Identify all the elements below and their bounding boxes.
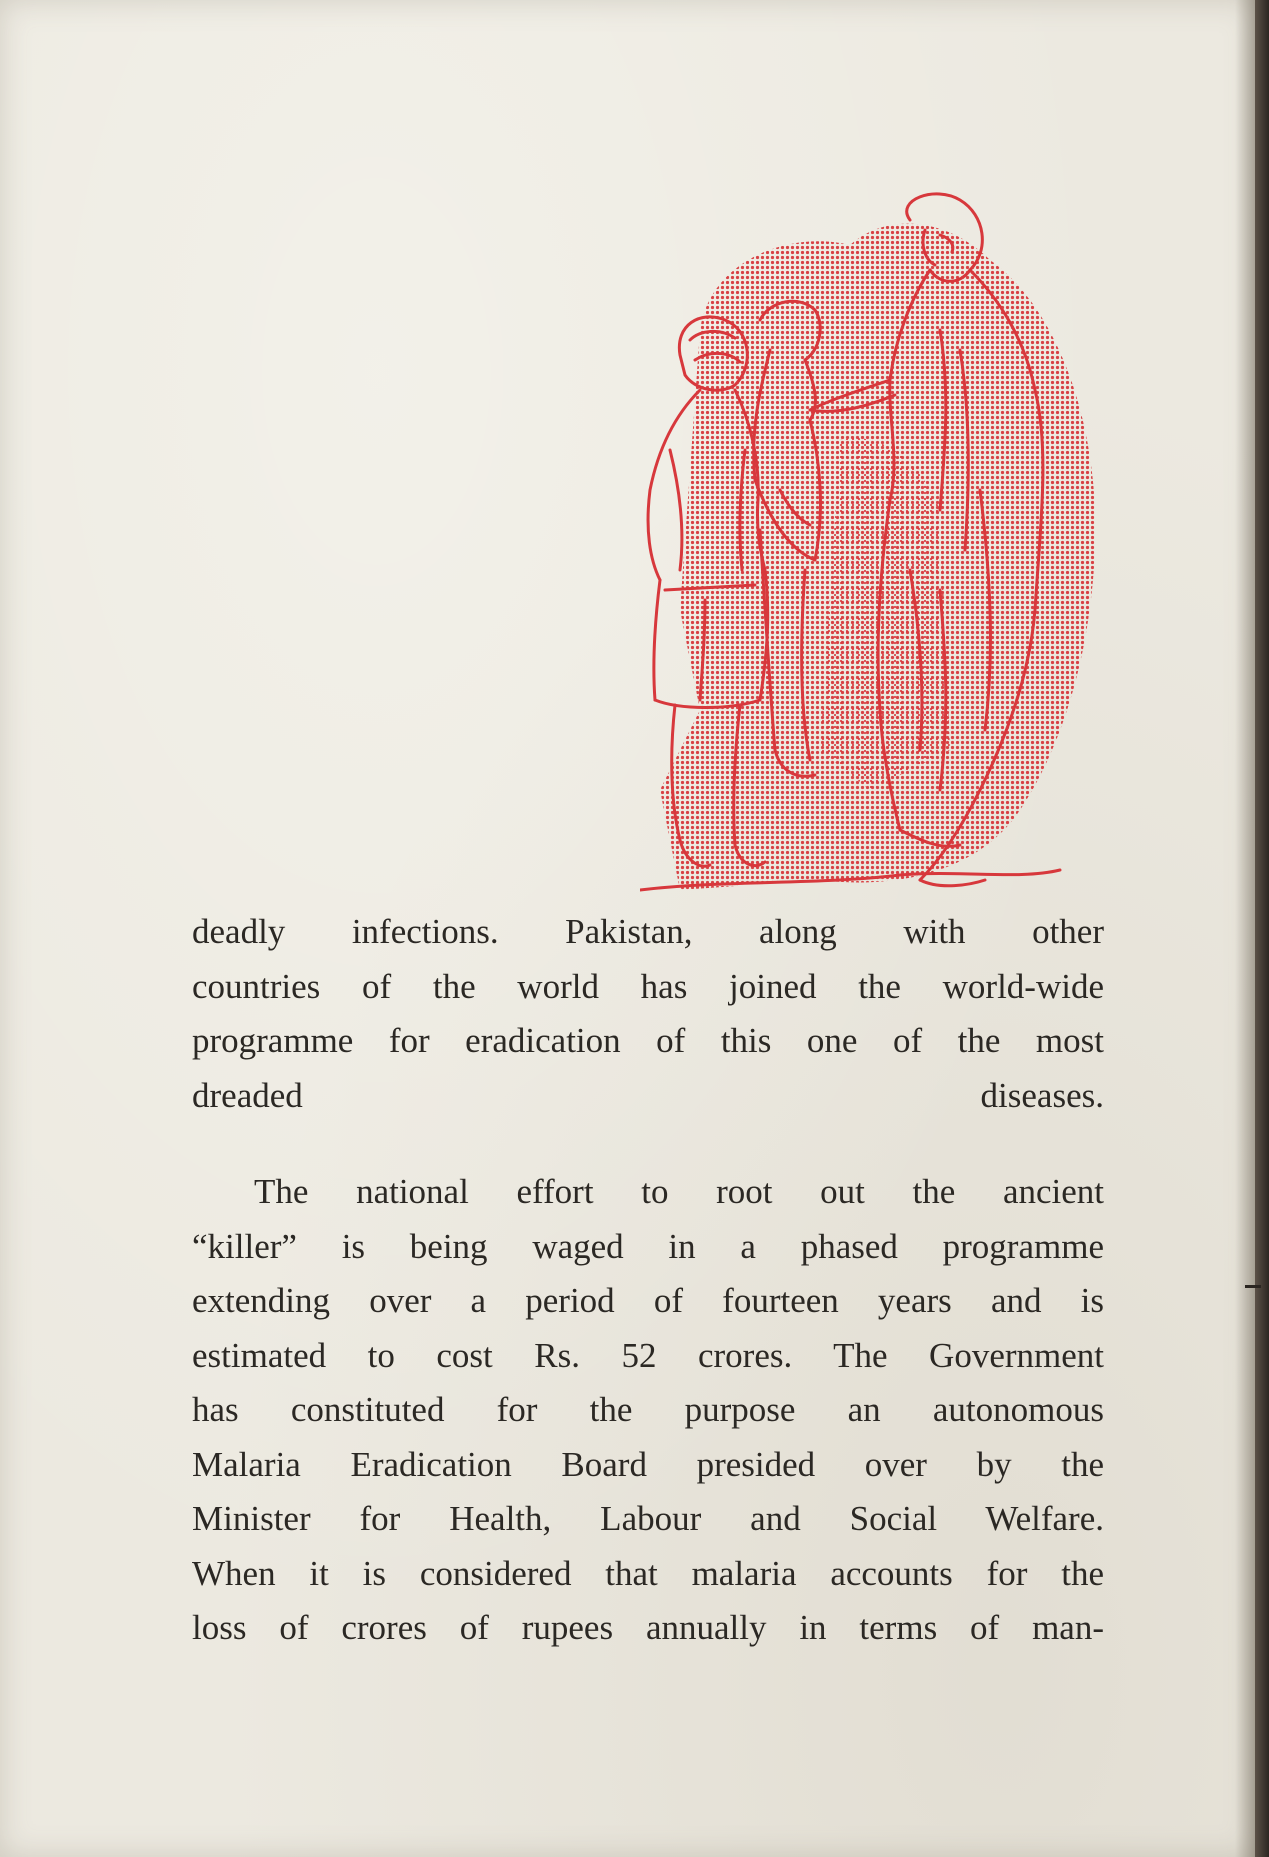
text-line: extending over a period of fourteen years and is xyxy=(192,1281,1104,1320)
fold-shadow xyxy=(1235,0,1255,1857)
text-line: Minister for Health, Labour and Social Welfare. xyxy=(192,1499,1104,1538)
page-edge xyxy=(1255,0,1269,1857)
text-line: The national effort to root out the ancient xyxy=(254,1172,1104,1211)
text-line: Malaria Eradication Board presided over by the xyxy=(192,1444,1104,1484)
text-line: programme for eradication of this one of the most xyxy=(192,1021,1104,1060)
text-line: estimated to cost Rs. 52 crores. The Government xyxy=(192,1335,1104,1375)
paragraph-1 xyxy=(192,905,1104,1123)
text-line: “killer” is being waged in a phased programme xyxy=(192,1226,1104,1266)
text-line: dreaded diseases. xyxy=(192,1075,1104,1115)
paragraph-spacer xyxy=(192,1123,1104,1165)
text-line: has constituted for the purpose an autonomous xyxy=(192,1390,1104,1429)
malaria-illustration xyxy=(640,190,1120,915)
body-text xyxy=(192,905,1104,1656)
text-line: loss of crores of rupees annually in terms of man- xyxy=(192,1608,1104,1647)
text-line: countries of the world has joined the world-wide xyxy=(192,966,1104,1006)
edge-notch xyxy=(1245,1285,1261,1288)
paragraph-2 xyxy=(192,1165,1104,1656)
text-line: When it is considered that malaria accounts for the xyxy=(192,1553,1104,1593)
text-line: deadly infections. Pakistan, along with other xyxy=(192,912,1104,951)
